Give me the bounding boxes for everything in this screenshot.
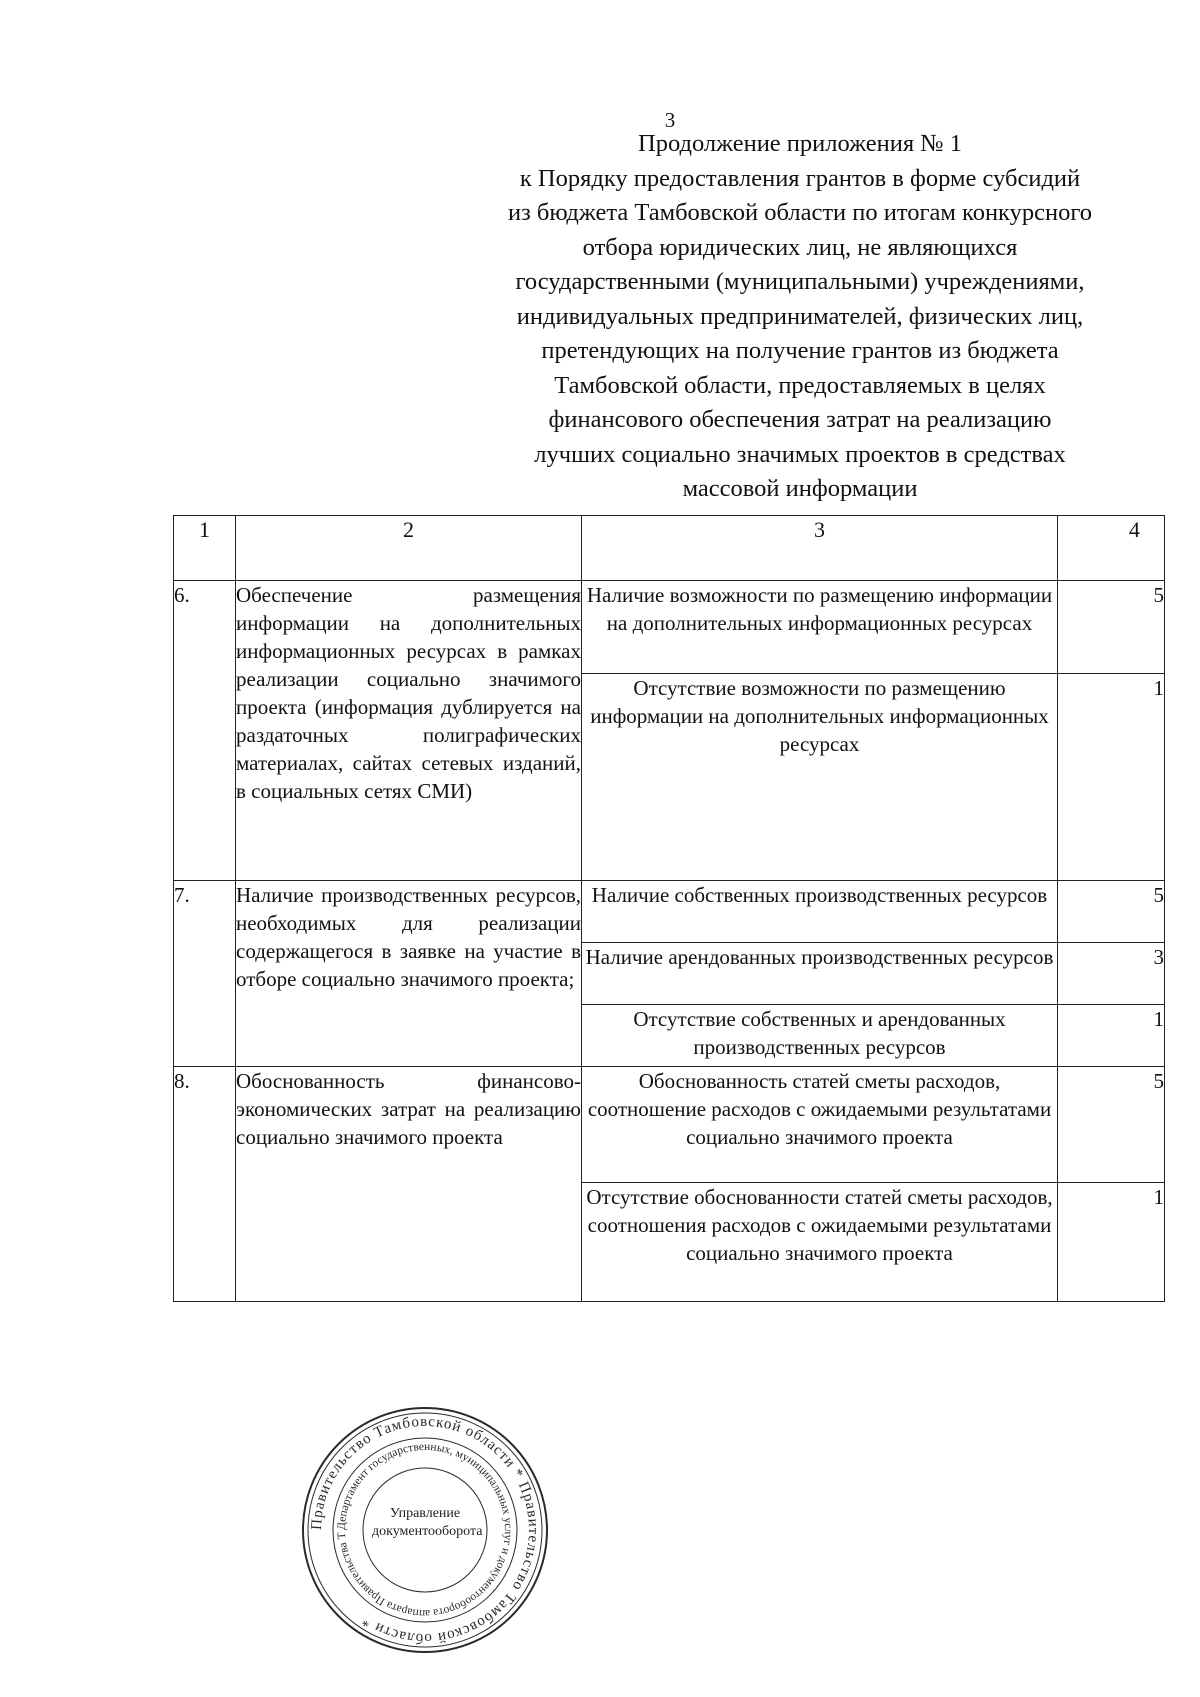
header-line: из бюджета Тамбовской области по итогам конкурсного — [507, 199, 1093, 226]
column-header-2: 2 — [236, 516, 582, 581]
header-line: отбора юридических лиц, не являющихся — [582, 233, 1018, 261]
stamp-inner-text: Департамент государственных, муниципальных услуг и документооборота аппарата Правительства Т — [335, 1440, 515, 1620]
variant-text: Отсутствие возможности по размещению информации на дополнительных информационных ресурсах — [582, 674, 1058, 881]
header-line: Тамбовской области, предоставляемых в целях — [554, 371, 1046, 399]
header-line: финансового обеспечения затрат на реализацию — [548, 406, 1052, 433]
table-row — [174, 881, 1165, 943]
variant-text: Наличие арендованных производственных ресурсов — [582, 943, 1058, 1005]
stamp-center-line: Управление — [389, 1506, 461, 1521]
header-line: индивидуальных предпринимателей, физических лиц, — [516, 302, 1084, 330]
criterion-text: Наличие производственных ресурсов, необходимых для реализации содержащегося в заявке на участие в отборе социально значимого проекта; — [236, 881, 582, 1067]
table-header-row — [174, 516, 1165, 581]
variant-text: Отсутствие собственных и арендованных производственных ресурсов — [582, 1005, 1058, 1067]
header-line: к Порядку предоставления грантов в форме субсидий — [519, 164, 1081, 192]
criterion-text: Обеспечение размещения информации на дополнительных информационных ресурсах в рамках реализации социально значимого проекта (информация дублируется на раздаточных полиграфических материалах, сайтах сетевых изданий, в социальных сетях СМИ) — [236, 581, 582, 881]
stamp-center-line: документооборота — [372, 1524, 483, 1539]
header-line: массовой информации — [682, 475, 918, 502]
variant-score: 3 — [1058, 943, 1165, 1005]
variant-text: Отсутствие обоснованности статей сметы расходов, соотношения расходов с ожидаемыми результатами социально значимого проекта — [582, 1183, 1058, 1302]
official-stamp — [300, 1405, 550, 1655]
variant-score: 5 — [1058, 1067, 1165, 1183]
stamp-outer-text: Правительство Тамбовской области * Правительство Тамбовской области * — [308, 1413, 542, 1647]
row-number: 6. — [174, 581, 236, 881]
variant-score: 5 — [1058, 581, 1165, 674]
header-line: лучших социально значимых проектов в средствах — [534, 440, 1066, 468]
header-line: государственными (муниципальными) учреждениями, — [515, 268, 1085, 295]
row-number: 7. — [174, 881, 236, 1067]
header-line: Продолжение приложения № 1 — [638, 130, 962, 157]
variant-text: Наличие собственных производственных ресурсов — [582, 881, 1058, 943]
column-header-4: 4 — [1058, 516, 1165, 581]
variant-text: Обоснованность статей сметы расходов, соотношение расходов с ожидаемыми результатами социально значимого проекта — [582, 1067, 1058, 1183]
variant-score: 1 — [1058, 674, 1165, 881]
column-header-3: 3 — [582, 516, 1058, 581]
criteria-table — [173, 515, 1165, 1302]
variant-score: 1 — [1058, 1005, 1165, 1067]
stamp-center-text — [372, 1505, 483, 1541]
variant-text: Наличие возможности по размещению информации на дополнительных информационных ресурсах — [582, 581, 1058, 674]
table-row — [174, 581, 1165, 674]
appendix-header — [430, 127, 1170, 507]
column-header-1: 1 — [174, 516, 236, 581]
row-number: 8. — [174, 1067, 236, 1302]
header-line: претендующих на получение грантов из бюджета — [541, 337, 1059, 364]
criterion-text: Обоснованность финансово-экономических затрат на реализацию социально значимого проекта — [236, 1067, 582, 1302]
page-number: 3 — [664, 108, 676, 132]
table-row — [174, 1067, 1165, 1183]
variant-score: 5 — [1058, 881, 1165, 943]
variant-score: 1 — [1058, 1183, 1165, 1302]
